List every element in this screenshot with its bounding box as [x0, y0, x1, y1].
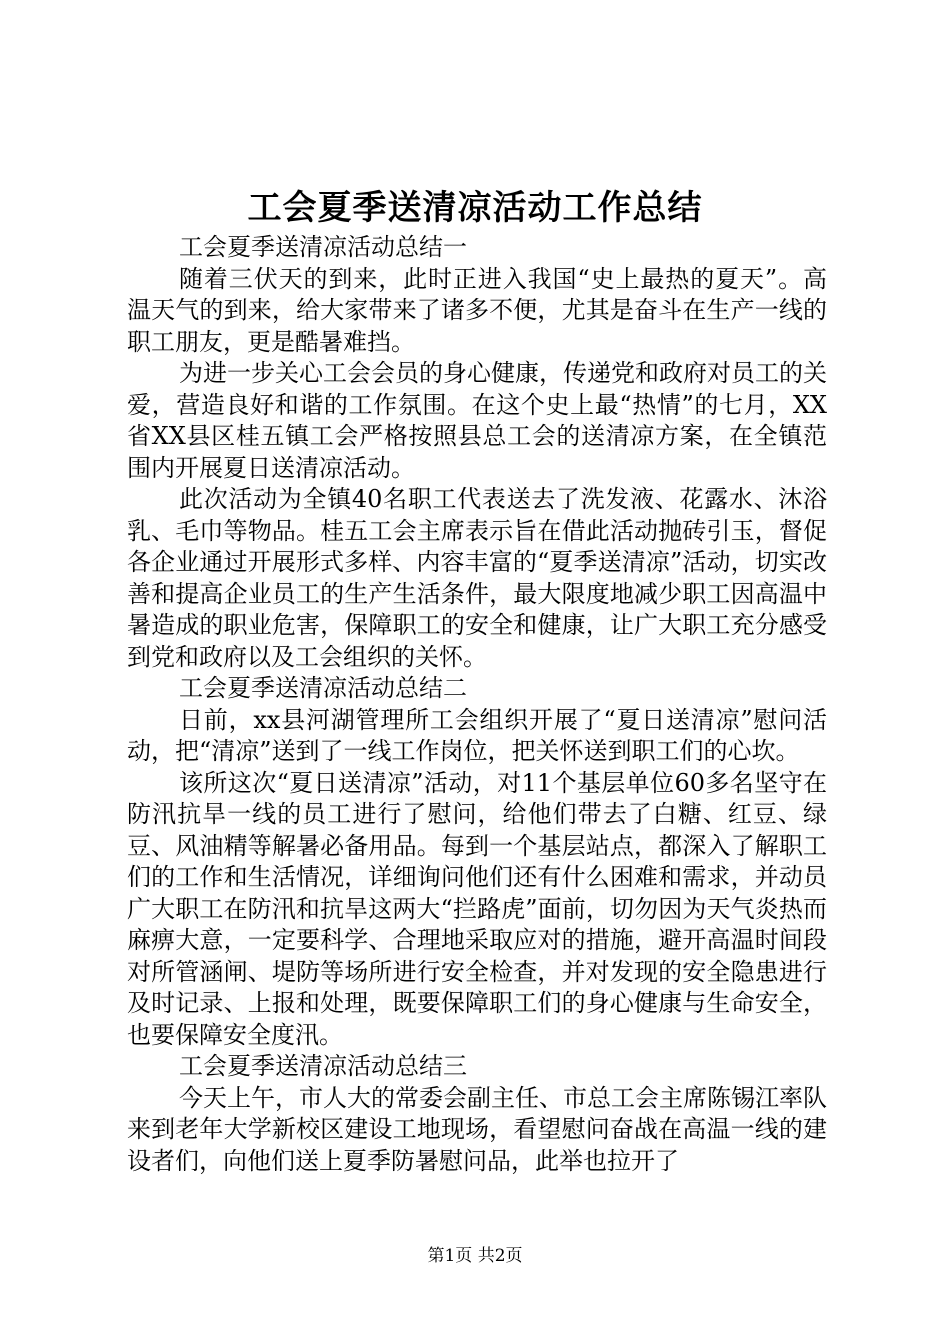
document-body: [127, 232, 827, 1177]
section-heading-1: 工会夏季送清凉活动总结一: [179, 233, 467, 261]
paragraph: 此次活动为全镇40名职工代表送去了洗发液、花露水、沐浴乳、毛巾等物品。桂五工会主席表示旨在借此活动抛砖引玉，督促各企业通过开展形式多样、内容丰富的“夏季送清凉”活动，切实改善和提高企业员工的生产生活条件，最大限度地减少职工因高温中暑造成的职业危害，保障职工的安全和健康，让广大职工充分感受到党和政府以及工会组织的关怀。: [127, 485, 827, 671]
paragraph: 该所这次“夏日送清凉”活动，对11个基层单位60多名坚守在防汛抗旱一线的员工进行了慰问，给他们带去了白糖、红豆、绿豆、风油精等解暑必备用品。每到一个基层站点，都深入了解职工们的工作和生活情况，详细询问他们还有什么困难和需求，并动员广大职工在防汛和抗旱这两大“拦路虎”面前，切勿因为天气炎热而麻痹大意，一定要科学、合理地采取应对的措施，避开高温时间段对所管涵闸、堤防等场所进行安全检查，并对发现的安全隐患进行及时记录、上报和处理，既要保障职工们的身心健康与生命安全，也要保障安全度汛。: [127, 768, 827, 1049]
document-title: 工会夏季送清凉活动工作总结: [247, 188, 703, 228]
page-footer: 第1页 共2页: [427, 1246, 523, 1266]
section-heading-2: 工会夏季送清凉活动总结二: [179, 674, 467, 702]
paragraph: 为进一步关心工会会员的身心健康，传递党和政府对员工的关爱，营造良好和谐的工作氛围。在这个史上最“热情”的七月，XX省XX县区桂五镇工会严格按照县总工会的送清凉方案，在全镇范围内开展夏日送清凉活动。: [127, 359, 827, 482]
section-heading-3: 工会夏季送清凉活动总结三: [179, 1052, 467, 1080]
paragraph: 日前，xx县河湖管理所工会组织开展了“夏日送清凉”慰问活动，把“清凉”送到了一线工作岗位，把关怀送到职工们的心坎。: [127, 705, 827, 765]
paragraph: 随着三伏天的到来，此时正进入我国“史上最热的夏天”。高温天气的到来，给大家带来了诸多不便，尤其是奋斗在生产一线的职工朋友，更是酷暑难挡。: [127, 264, 827, 356]
paragraph: 今天上午，市人大的常委会副主任、市总工会主席陈锡江率队来到老年大学新校区建设工地现场，看望慰问奋战在高温一线的建设者们，向他们送上夏季防暑慰问品，此举也拉开了: [127, 1083, 827, 1175]
